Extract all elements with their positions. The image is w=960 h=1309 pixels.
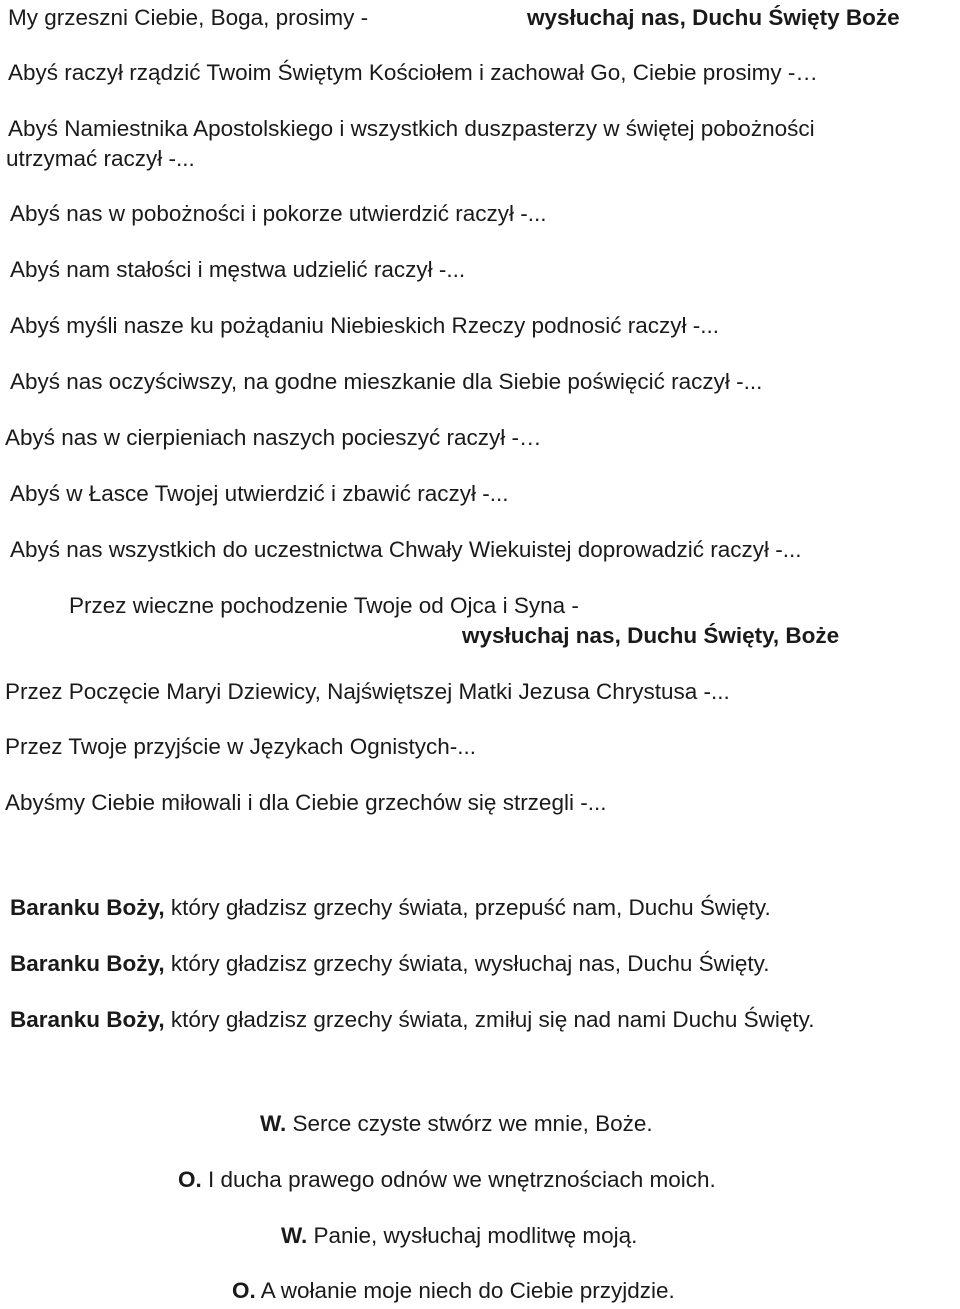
invocation-line-continued: utrzymać raczył -... — [6, 146, 195, 171]
invocation-line: Abyś nas w pobożności i pokorze utwierdzić raczył -... — [10, 201, 547, 226]
invocation-line: Abyś w Łasce Twojej utwierdzić i zbawić raczył -... — [10, 481, 509, 506]
invocation-line: Abyś nas w cierpieniach naszych pocieszyć raczył -… — [5, 425, 542, 450]
versicle-line: W. Serce czyste stwórz we mnie, Boże. — [260, 1111, 653, 1136]
invocation-first-response: wysłuchaj nas, Duchu Święty Boże — [527, 5, 900, 30]
invocation-line: Abyś nas oczyściwszy, na godne mieszkanie dla Siebie poświęcić raczył -... — [10, 369, 763, 394]
invocation-response: wysłuchaj nas, Duchu Święty, Boże — [462, 623, 840, 648]
invocation-line: Przez wieczne pochodzenie Twoje od Ojca i Syna - — [69, 593, 579, 618]
invocation-line: Abyś Namiestnika Apostolskiego i wszystkich duszpasterzy w świętej pobożności — [8, 116, 815, 141]
agnus-dei-label: Baranku Boży, — [10, 951, 165, 976]
invocation-line: Abyśmy Ciebie miłowali i dla Ciebie grzechów się strzegli -... — [5, 790, 607, 815]
response-mark: O. — [232, 1278, 256, 1303]
versicle-mark: W. — [281, 1223, 308, 1248]
agnus-dei-line: Baranku Boży, który gładzisz grzechy świata, wysłuchaj nas, Duchu Święty. — [10, 951, 770, 976]
invocation-line: Abyś nam stałości i męstwa udzielić raczył -... — [10, 257, 466, 282]
response-mark: O. — [178, 1167, 202, 1192]
agnus-dei-label: Baranku Boży, — [10, 1007, 165, 1032]
invocation-line: Abyś myśli nasze ku pożądaniu Niebieskich Rzeczy podnosić raczył -... — [10, 313, 720, 338]
invocation-line: Przez Poczęcie Maryi Dziewicy, Najświętszej Matki Jezusa Chrystusa -... — [5, 679, 730, 704]
invocation-line: Abyś raczył rządzić Twoim Świętym Kościołem i zachował Go, Ciebie prosimy -… — [8, 60, 818, 85]
response-line: O. I ducha prawego odnów we wnętrznościach moich. — [178, 1167, 716, 1192]
invocation-first-left: My grzeszni Ciebie, Boga, prosimy - — [8, 5, 369, 30]
invocation-line: Abyś nas wszystkich do uczestnictwa Chwały Wiekuistej doprowadzić raczył -... — [10, 537, 802, 562]
agnus-dei-line: Baranku Boży, który gładzisz grzechy świata, zmiłuj się nad nami Duchu Święty. — [10, 1007, 815, 1032]
versicle-line: W. Panie, wysłuchaj modlitwę moją. — [281, 1223, 638, 1248]
agnus-dei-label: Baranku Boży, — [10, 895, 165, 920]
versicle-mark: W. — [260, 1111, 287, 1136]
response-line: O. A wołanie moje niech do Ciebie przyjdzie. — [232, 1278, 675, 1303]
agnus-dei-line: Baranku Boży, który gładzisz grzechy świata, przepuść nam, Duchu Święty. — [10, 895, 771, 920]
invocation-line: Przez Twoje przyjście w Językach Ognistych-... — [5, 734, 476, 759]
